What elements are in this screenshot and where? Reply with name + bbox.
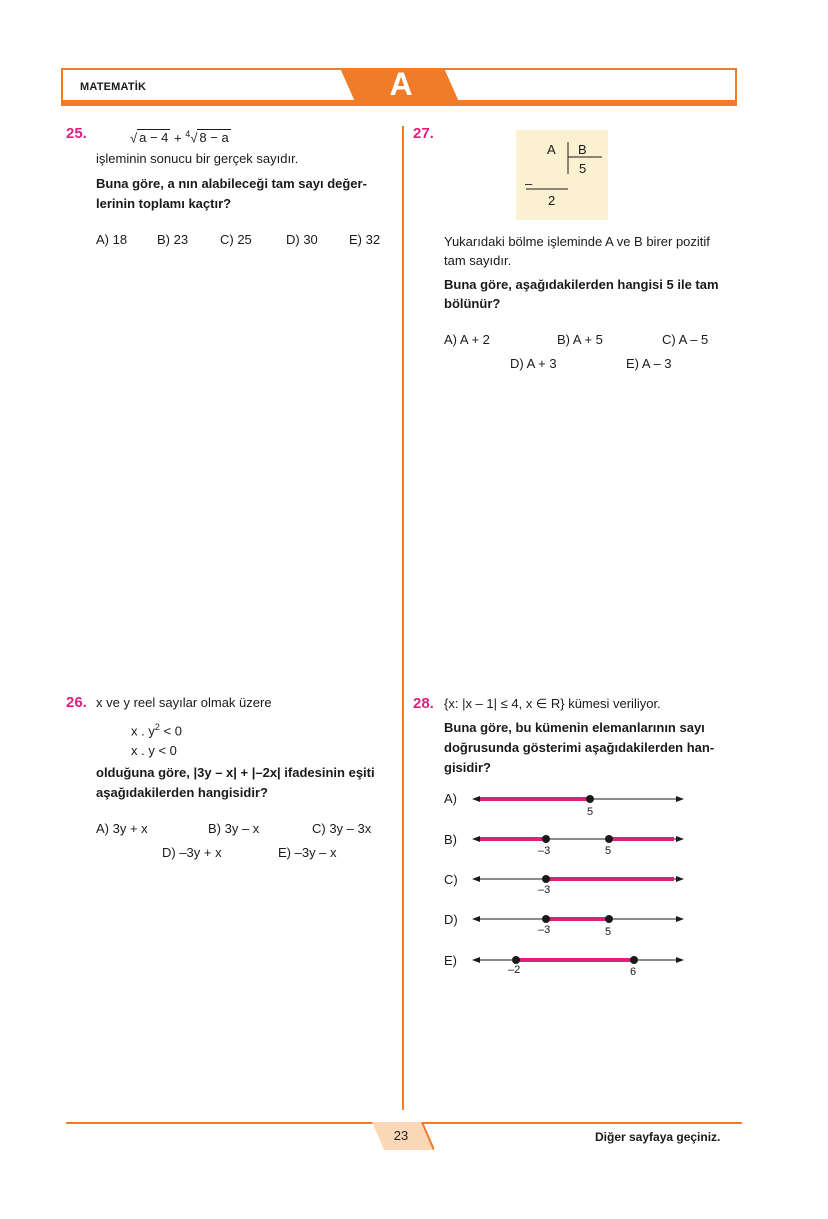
q26-condition-2: x . y < 0 — [131, 743, 177, 758]
q28-numberline-c — [470, 868, 690, 902]
q26-option-d[interactable]: D) –3y + x — [162, 845, 222, 860]
q28-numberline-d — [470, 908, 690, 942]
q27-number: 27. — [413, 125, 434, 142]
q28-numberline-b — [470, 828, 690, 862]
q25-question-1: Buna göre, a nın alabileceği tam sayı değer- — [96, 176, 367, 191]
point-minus-3 — [542, 835, 550, 843]
column-divider — [402, 126, 404, 1110]
q28-option-b[interactable]: B) — [444, 832, 457, 847]
q27-option-e[interactable]: E) A – 3 — [626, 356, 672, 371]
q26-option-a[interactable]: A) 3y + x — [96, 821, 148, 836]
sqrt-sign: √ — [190, 130, 198, 146]
q28-option-a[interactable]: A) — [444, 791, 457, 806]
q25-line1: işleminin sonucu bir gerçek sayıdır. — [96, 151, 299, 166]
q26-option-c[interactable]: C) 3y – 3x — [312, 821, 372, 836]
q27-remainder: 2 — [548, 193, 556, 208]
q28-b-label-minus3: –3 — [538, 845, 551, 857]
q28-d-label-5: 5 — [605, 926, 612, 938]
q25-option-a[interactable]: A) 18 — [96, 232, 128, 247]
q25-question-2: lerinin toplamı kaçtır? — [96, 196, 232, 211]
q25-option-c[interactable]: C) 25 — [220, 232, 252, 247]
q25-option-e[interactable]: E) 32 — [349, 232, 381, 247]
q27-dividend: A — [547, 142, 556, 157]
q27-option-b[interactable]: B) A + 5 — [557, 332, 603, 347]
sqrt-sign: √ — [130, 130, 138, 146]
q26-option-e[interactable]: E) –3y – x — [278, 845, 337, 860]
q25-plus: + — [174, 130, 182, 146]
q28-option-e[interactable]: E) — [444, 953, 457, 968]
q27-division-box — [516, 130, 608, 220]
point-5 — [605, 835, 613, 843]
q28-numberline-e — [470, 949, 690, 983]
q27-option-a[interactable]: A) A + 2 — [444, 332, 490, 347]
q28-numberline-a — [470, 788, 690, 822]
point-minus-3 — [542, 875, 550, 883]
next-page-note: Diğer sayfaya geçiniz. — [595, 1130, 721, 1144]
q25-option-b[interactable]: B) 23 — [157, 232, 189, 247]
q27-divisor: B — [578, 142, 587, 157]
q27-line1: Yukarıdaki bölme işleminde A ve B birer pozitif — [444, 234, 710, 249]
page-number: 23 — [393, 1128, 409, 1143]
q27-minus: – — [525, 176, 533, 191]
point-6 — [630, 956, 638, 964]
subject-title: MATEMATİK — [80, 81, 147, 93]
point-5 — [605, 915, 613, 923]
q27-option-d[interactable]: D) A + 3 — [510, 356, 557, 371]
q28-line1: {x: |x – 1| ≤ 4, x ∈ R} kümesi veriliyor. — [444, 696, 661, 711]
q25-option-d[interactable]: D) 30 — [286, 232, 318, 247]
q26-number: 26. — [66, 694, 87, 711]
q28-b-label-5: 5 — [605, 845, 612, 857]
q25-radicand-2: 8 − a — [199, 130, 229, 146]
point-5 — [586, 795, 594, 803]
q28-option-d[interactable]: D) — [444, 912, 458, 927]
q28-d-label-minus3: –3 — [538, 924, 551, 936]
q27-option-c[interactable]: C) A – 5 — [662, 332, 709, 347]
q25-number: 25. — [66, 125, 87, 142]
q25-root-index: 4 — [185, 129, 191, 139]
q27-question-2: bölünür? — [444, 296, 501, 311]
q27-quotient: 5 — [579, 161, 587, 176]
q28-number: 28. — [413, 695, 434, 712]
q28-e-label-6: 6 — [630, 966, 637, 978]
q26-condition-1 — [131, 717, 182, 741]
q26-cond1-exp: 2 — [154, 722, 160, 732]
point-minus-2 — [512, 956, 520, 964]
q28-question-3: gisidir? — [444, 760, 491, 775]
booklet-letter: A — [389, 66, 413, 102]
q26-cond1-post: < 0 — [163, 723, 182, 739]
q28-c-label-minus3: –3 — [538, 884, 551, 896]
q25-radicand-1: a − 4 — [139, 130, 169, 146]
q26-line1: x ve y reel sayılar olmak üzere — [96, 695, 272, 710]
q28-question-2: doğrusunda gösterimi aşağıdakilerden han- — [444, 740, 715, 755]
q26-question-1: olduğuna göre, |3y – x| + |–2x| ifadesinin eşiti — [96, 765, 375, 780]
q26-option-b[interactable]: B) 3y – x — [208, 821, 260, 836]
point-minus-3 — [542, 915, 550, 923]
q28-a-label-5: 5 — [587, 806, 594, 818]
q26-question-2: aşağıdakilerden hangisidir? — [96, 785, 268, 800]
q26-cond1-pre: x . y — [131, 723, 155, 739]
q28-e-label-minus2: –2 — [508, 964, 521, 976]
q28-question-1: Buna göre, bu kümenin elemanlarının sayı — [444, 720, 705, 735]
q28-option-c[interactable]: C) — [444, 872, 458, 887]
q27-line2: tam sayıdır. — [444, 253, 512, 268]
q27-question-1: Buna göre, aşağıdakilerden hangisi 5 ile tam — [444, 277, 719, 292]
q25-expression — [130, 124, 231, 148]
